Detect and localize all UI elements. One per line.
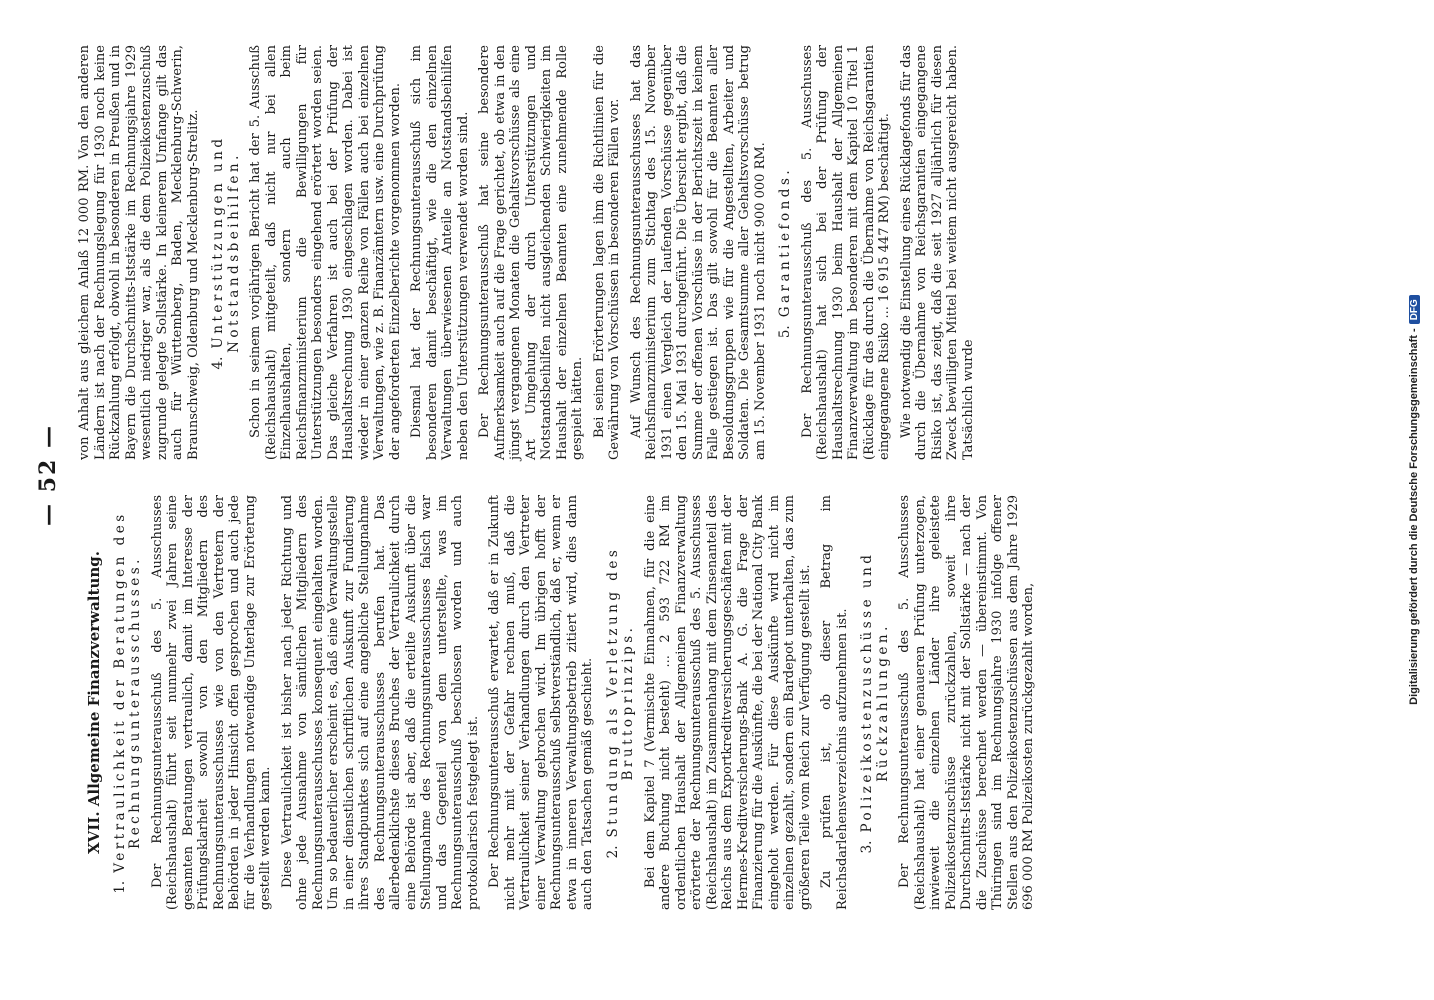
dfg-logo: DFG xyxy=(1409,295,1420,324)
credit-text: Digitalisierung gefördert durch die Deutsche Forschungsgemeinschaft - xyxy=(1408,328,1420,705)
paragraph: Der Rechnungsunterausschuß des 5. Ausschusses (Reichshaushalt) hat einer genaueren Prüfung unterzogen, inwieweit die einzelnen Länder ihre geleistete Polizeikostenzuschüsse zurückzahlen, soweit ihre Durchschnitts-Iststärke nicht mit der Sollstärke — nach der die Zuschüsse berechnet werden — übereinstimmt. Von Thüringen sind im Rechnungsjahre 1930 infolge offener Stellen aus den Polizeikostenzuschüssen aus dem Jahre 1929 696 000 RM Polizeikosten zurückgezahlt worden, xyxy=(897,495,1036,910)
credit-text-wrapper xyxy=(1408,0,1428,1000)
left-column xyxy=(87,495,1043,910)
section-heading-4 xyxy=(211,45,242,460)
digitization-credit xyxy=(1408,0,1428,1000)
paragraph: Der Rechnungsunterausschuß hat seine besondere Aufmerksamkeit auch auf die Frage gerichtet, ob etwa in den jüngst vergangenen Monaten die Gehaltsvorschüsse als eine Art Umgehung der durch Unterstützungen und Notstandsbeihilfen nicht ausgleichenden Schwierigkeiten im Haushalt der einzelnen Beamten eine zunehmende Rolle gespielt hätten. xyxy=(477,45,585,460)
page-number: — 52 — xyxy=(35,424,61,526)
section-heading-2 xyxy=(606,495,637,910)
paragraph: Zu prüfen ist, ob dieser Betrag im Reichsdarlehensverzeichnis aufzunehmen ist. xyxy=(819,495,850,910)
section-number: 2. xyxy=(604,845,621,859)
section-number: 3. xyxy=(859,840,875,854)
section-number: 5. xyxy=(777,325,793,339)
right-column xyxy=(77,45,982,460)
paragraph: Diese Vertraulichkeit ist bisher nach jeder Richtung und ohne jede Ausnahme von sämtlichen Mitgliedern des Rechnungsunterausschusses konsequent eingehalten worden. Um so bedauerlicher erscheint es, daß eine Verwaltungsstelle in einer dienstlichen schriftlichen Auskunft zur Fundierung ihres Standpunktes sich auf eine angebliche Stellungnahme des Rechnungsunterausschusses berufen hat. Das allerbedenklichste dieses Bruches der Vertraulichkeit durch eine Behörde ist aber, daß die erteilte Auskunft über die Stellungnahme des Rechnungsunterausschusses falsch war und das Gegenteil von dem unterstellte, was im Rechnungsunterausschuß beschlossen worden und auch protokollarisch festgelegt ist. xyxy=(279,495,481,910)
chapter-heading: XVII. Allgemeine Finanzverwaltung. xyxy=(85,551,103,854)
section-number: 1. xyxy=(111,880,128,894)
paragraph: Schon in seinem vorjährigen Bericht hat der 5. Ausschuß (Reichshaushalt) mitgeteilt, daß nicht nur bei allen Einzelhaushalten, sondern auch beim Reichsfinanzministerium die Bewilligungen für Unterstützungen besonders eingehend erörtert worden seien. Das gleiche Verfahren ist auch bei der Prüfung der Haushaltsrechnung 1930 eingeschlagen worden. Dabei ist wieder in einer ganzen Reihe von Fällen auch bei einzelnen Verwaltungen, wie z. B. Finanzämtern usw. eine Durchprüfung der angeforderten Einzelberichte vorgenommen worden. xyxy=(248,45,403,460)
paragraph-continued: von Anhalt aus gleichem Anlaß 12 000 RM. Von den anderen Ländern ist nach der Rechnungslegung für 1930 noch keine Rückzahlung erfolgt, obwohl in besonderen in Preußen und in Bayern die Durchschnitts-Iststärke im Rechnungsjahre 1929 wesentlich niedriger war, als die dem Polizeikostenzuschuß zugrunde gelegte Sollstärke. In kleinerem Umfange gilt das auch für Württemberg, Baden, Mecklenburg-Schwerin, Braunschweig, Oldenburg und Mecklenburg-Strelitz. xyxy=(77,45,201,460)
paragraph: Auf Wunsch des Rechnungsunterausschusses hat das Reichsfinanzministerium zum Stichtag des 15. November 1931 einen Vergleich der laufenden Vorschüsse gegenüber den 15. Mai 1931 durchgeführt. Die Übersicht ergibt, daß die Summe der offenen Vorschüsse in der Berichtszeit in keinem Falle gestiegen ist. Das gilt sowohl für die Beamten aller Besoldungsgruppen wie für die Angestellten, Arbeiter und Soldaten. Die Gesamtsumme aller Gehaltsvorschüsse betrug am 15. November 1931 noch nicht 900 000 RM. xyxy=(628,45,768,460)
rotated-page-content xyxy=(17,0,1417,950)
section-title: Garantiefonds. xyxy=(777,166,793,318)
section-title: Unterstützungen und Notstandsbeihilfen. xyxy=(210,135,242,353)
section-title: Vertraulichkeit der Beratungen des Rechnungsunterausschusses. xyxy=(111,511,143,873)
section-heading-5 xyxy=(778,45,794,460)
paragraph: Der Rechnungsunterausschuß erwartet, daß er in Zukunft nicht mehr mit der Gefahr rechnen muß, daß die Vertraulichkeit seiner Verhandlungen durch den Vertreter einer Verwaltung gebrochen wird. Im übrigen hofft der Rechnungsunterausschuß selbstverständlich, daß er, wenn er etwa in inneren Verwaltungsbetrieb zitiert wird, dies dann auch den Tatsachen gemäß geschieht. xyxy=(487,495,595,910)
section-title: Stundung als Verletzung des Bruttoprinzips. xyxy=(604,546,636,838)
paragraph: Diesmal hat der Rechnungsunterausschuß sich im besonderen damit beschäftigt, wie die den einzelnen Verwaltungen überwiesenen Anteile an Notstandsbeihilfen neben den Unterstützungen verwendet worden sind. xyxy=(409,45,471,460)
paragraph: Der Rechnungsunterausschuß des 5. Ausschusses (Reichshaushalt) führt seit nunmehr zwei Jahren seine gesamten Beratungen vertraulich, damit im Interesse der Prüfungsklarheit sowohl von den Mitgliedern des Rechnungsunterausschusses wie von den Vertretern der Behörden in jeder Hinsicht offen gesprochen und auch jede für die Verhandlungen notwendige Unterlage zur Erörterung gestellt werden kann. xyxy=(149,495,273,910)
paragraph: Bei seinen Erörterungen lagen ihm die Richtlinien für die Gewährung von Vorschüssen in besonderen Fällen vor. xyxy=(591,45,622,460)
paragraph: Der Rechnungsunterausschuß des 5. Ausschusses (Reichshaushalt) hat sich bei der Prüfung der Haushaltsrechnung 1930 beim Haushalt der Allgemeinen Finanzverwaltung im besonderen mit dem Kapitel 10 Titel 1 (Rücklage für das durch die Übernahme von Reichsgarantien eingegangene Risiko ... 16 915 447 RM) beschäftigt. xyxy=(799,45,892,460)
section-heading-1 xyxy=(113,495,144,910)
paragraph: Wie notwendig die Einstellung eines Rücklagefonds für das durch die Übernahme von Reichsgarantien eingegangene Risiko ist, das zeigt, daß die seit 1927 alljährlich für diesen Zweck bewilligten Mittel bei weitem nicht ausgereicht haben. Tatsächlich wurde xyxy=(898,45,976,460)
section-title: Polizeikostenzuschüsse und Rückzahlungen. xyxy=(859,551,891,833)
section-number: 4. xyxy=(210,356,226,370)
paragraph: Bei dem Kapitel 7 (Vermischte Einnahmen, für die eine andere Buchung nicht besteht) ... 2 593 722 RM im ordentlichen Haushalt der Allgemeinen Finanzverwaltung erörterte der Rechnungsunterausschuß des 5. Ausschusses (Reichshaushalt) im Zusammenhang mit dem Zinsenanteil des Reichs aus dem Exportkreditversicherungsgeschäften mit der Hermes-Kreditversicherungs-Bank A. G. die Frage der Finanzierung für die Auskünfte, die bei der National City Bank eingeholt werden. Für diese Auskünfte wird nicht im einzelnen gezahlt, sondern ein Bardepot unterhalten, das zum größeren Teile vom Reich zur Verfügung gestellt ist. xyxy=(642,495,813,910)
section-heading-3 xyxy=(860,495,891,910)
